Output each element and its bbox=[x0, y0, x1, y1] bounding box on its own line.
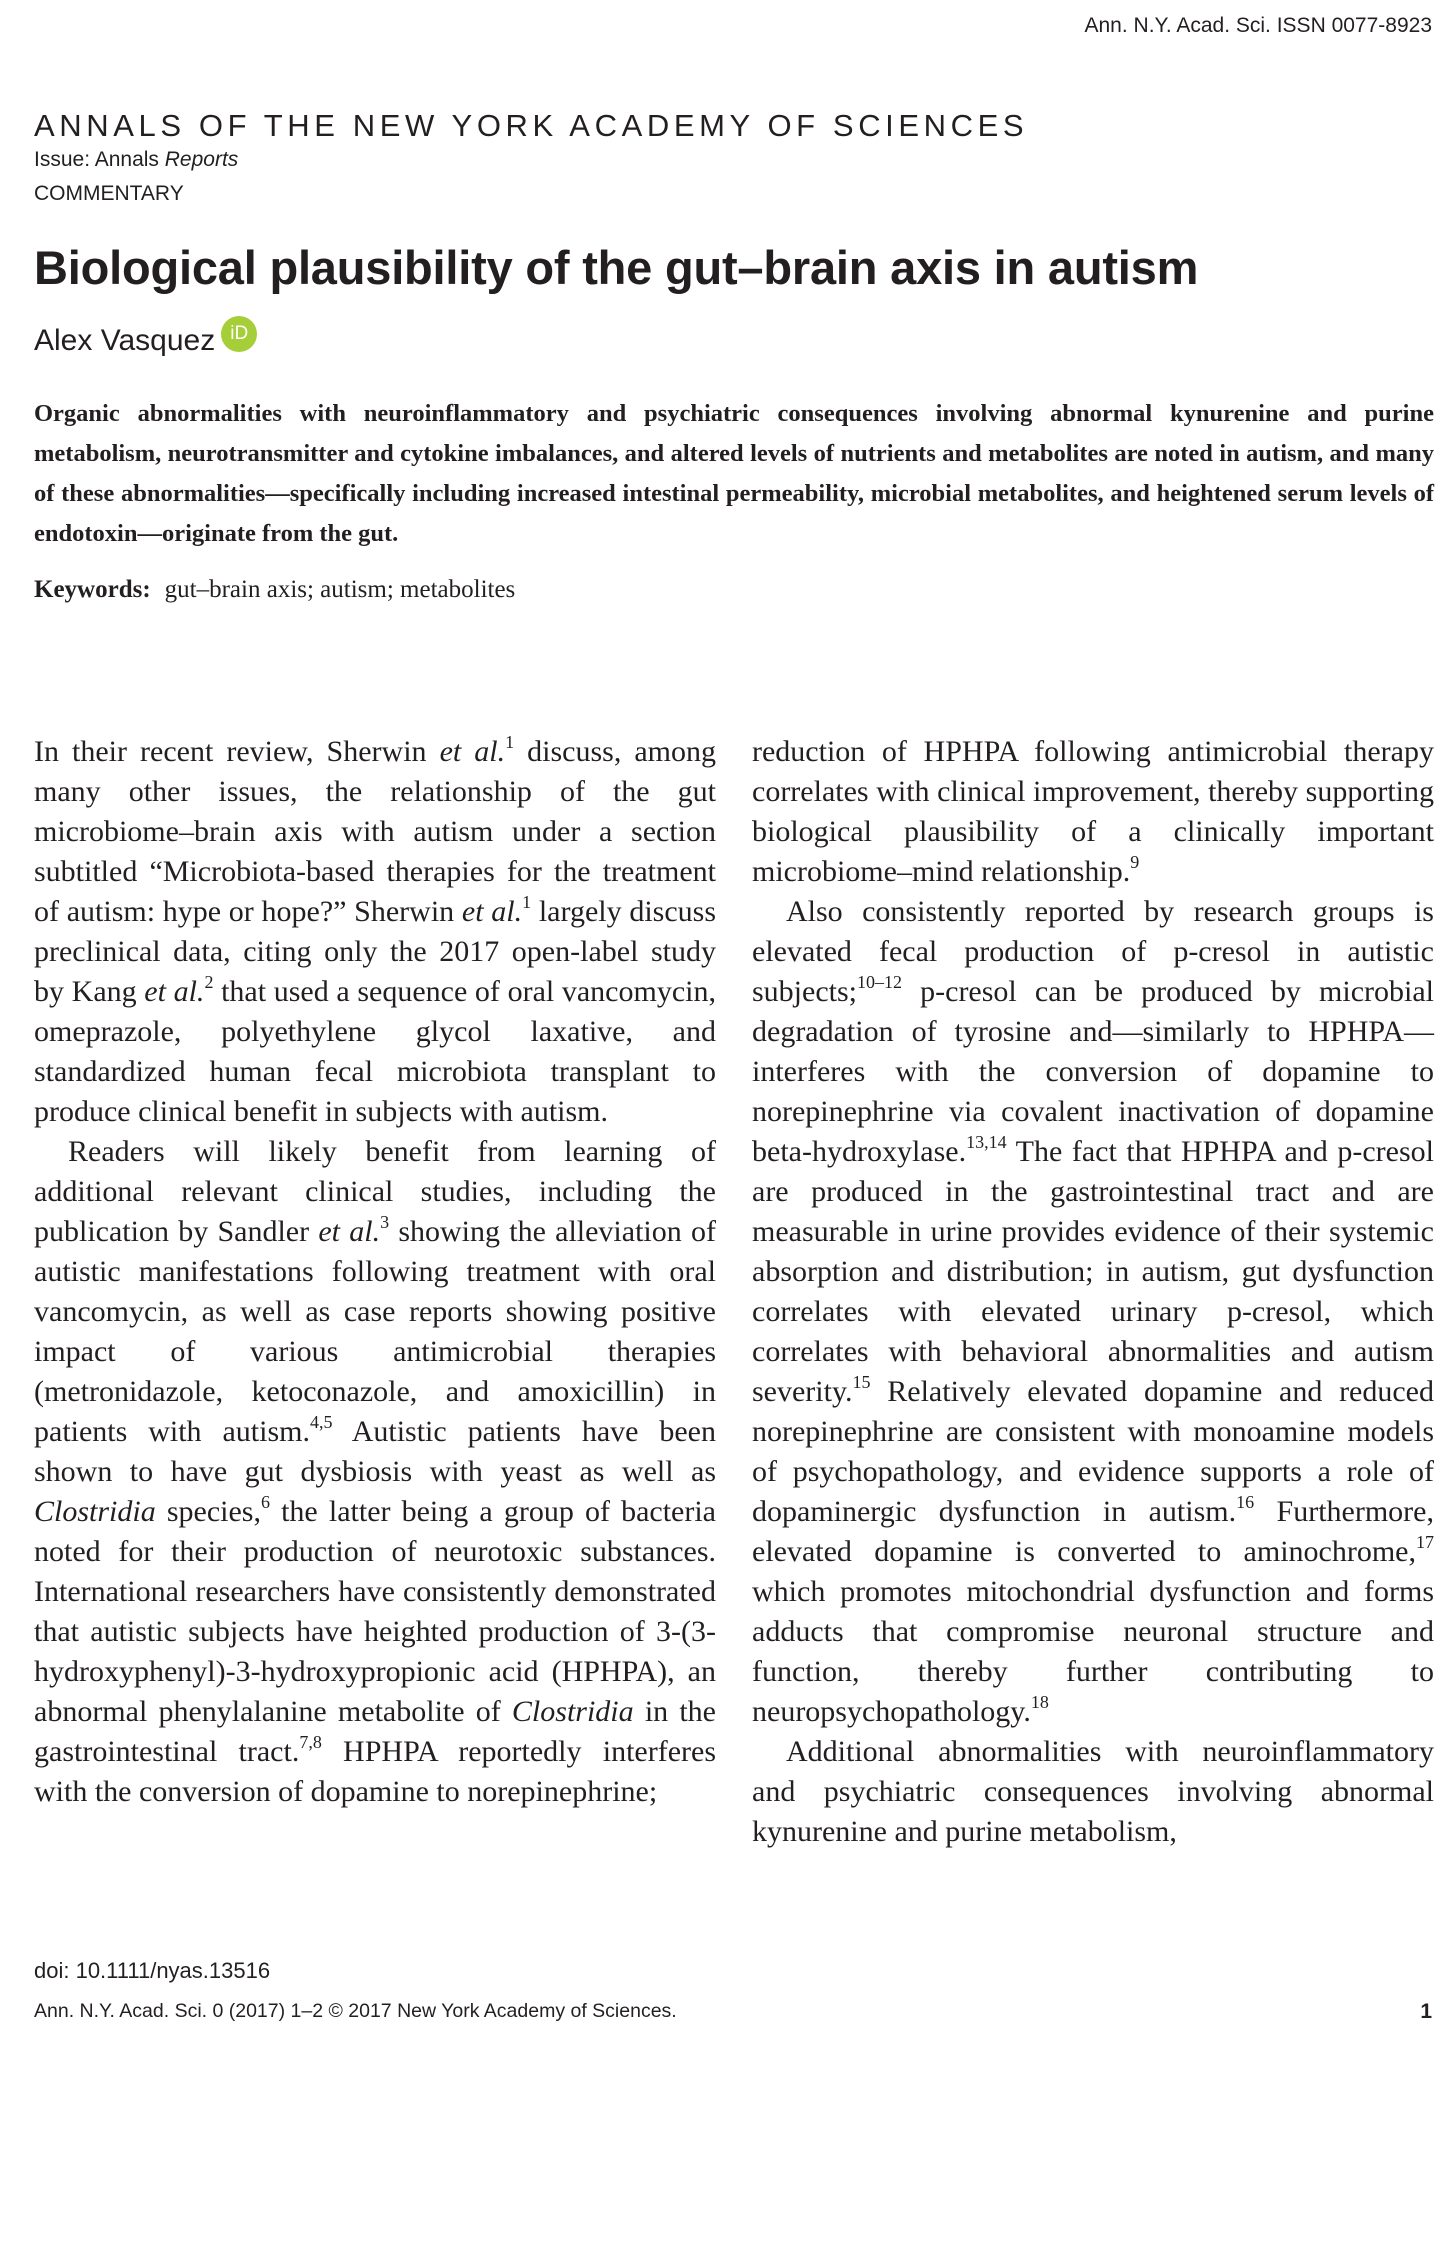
reference-marker: 17 bbox=[1416, 1532, 1434, 1553]
reference-marker: 3 bbox=[380, 1212, 390, 1233]
text-run: the latter being a group of bacteria noted for their production of neurotoxic substances. International researchers have consistently demonstrated that autistic subjects have heighted production of 3-(3-hydroxyphenyl)-3-hydroxypropionic acid (HPHPA), an abnormal phenylalanine metabolite of bbox=[34, 1495, 716, 1728]
text-run: Furthermore, elevated dopamine is converted to aminochrome, bbox=[752, 1495, 1434, 1568]
abstract: Organic abnormalities with neuroinflammatory and psychiatric consequences involving abnormal kynurenine and purine metabolism, neurotransmitter and cytokine imbalances, and altered levels of nutrients and metabolites are noted in autism, and many of these abnormalities—specifically including increased intestinal permeability, microbial metabolites, and heightened serum levels of endotoxin—originate from the gut. bbox=[34, 400, 1434, 547]
reference-marker: 18 bbox=[1030, 1692, 1049, 1713]
text-run: Relatively elevated dopamine and reduced norepinephrine are consistent with monoamine models of psychopathology, and evidence supports a role of dopaminergic dysfunction in autism. bbox=[752, 1375, 1434, 1528]
reference-marker: 2 bbox=[204, 972, 214, 993]
body-paragraph bbox=[34, 732, 716, 1132]
italic-run: et al. bbox=[461, 895, 523, 928]
body-column-left bbox=[34, 732, 716, 1812]
body-paragraph bbox=[752, 732, 1434, 892]
text-run: reduction of HPHPA following antimicrobial therapy correlates with clinical improvement, thereby supporting biological plausibility of a clinically important microbiome–mind relationship. bbox=[752, 735, 1434, 888]
body-paragraph: Additional abnormalities with neuroinflammatory and psychiatric consequences involving abnormal kynurenine and purine metabolism, bbox=[752, 1735, 1434, 1848]
reference-marker: 1 bbox=[522, 892, 532, 913]
journal-name: ANNALS OF THE NEW YORK ACADEMY OF SCIENCES bbox=[34, 108, 1029, 143]
body-column-right bbox=[752, 732, 1434, 1852]
text-run: that used a sequence of oral vancomycin, omeprazole, polyethylene glycol laxative, and standardized human fecal microbiota transplant to produce clinical benefit in subjects with autism. bbox=[34, 975, 716, 1128]
reference-marker: 15 bbox=[852, 1372, 871, 1393]
text-run: The fact that HPHPA and p-cresol are produced in the gastrointestinal tract and are measurable in urine provides evidence of their systemic absorption and distribution; in autism, gut dysfunction correlates with elevated urinary p-cresol, which correlates with behavioral abnormalities and autism severity. bbox=[752, 1135, 1434, 1408]
text-run: HPHPA reportedly interferes with the conversion of dopamine to norepinephrine; bbox=[34, 1735, 717, 1808]
text-run: discuss, among many other issues, the relationship of the gut microbiome–brain axis with autism under a section subtitled “Microbiota-based therapies for the treatment of autism: hype or hope?” Sherwin bbox=[34, 735, 717, 928]
orcid-icon[interactable]: iD bbox=[221, 316, 257, 352]
reference-marker: 6 bbox=[260, 1492, 270, 1513]
reference-marker: 7,8 bbox=[299, 1732, 322, 1753]
keywords-label: Keywords: bbox=[34, 576, 151, 603]
reference-marker: 4,5 bbox=[309, 1412, 333, 1433]
text-run: in the gastrointestinal tract. bbox=[34, 1695, 716, 1768]
footer-citation: Ann. N.Y. Acad. Sci. 0 (2017) 1–2 © 2017 New York Academy of Sciences. bbox=[34, 2000, 677, 2022]
issue-line bbox=[34, 148, 238, 172]
author-line bbox=[34, 324, 257, 358]
text-run: Autistic patients have been shown to have gut dysbiosis with yeast as well as bbox=[34, 1415, 716, 1488]
italic-run: et al. bbox=[439, 735, 506, 768]
keywords bbox=[34, 576, 515, 604]
reference-marker: 1 bbox=[505, 732, 515, 753]
italic-run: et al. bbox=[318, 1215, 381, 1248]
text-run: showing the alleviation of autistic manifestations following treatment with oral vancomycin, as well as case reports showing positive impact of various antimicrobial therapies (metronidazole, ketoconazole, and amoxicillin) in patients with autism. bbox=[34, 1215, 716, 1448]
reference-marker: 13,14 bbox=[966, 1132, 1007, 1153]
italic-run: Clostridia bbox=[34, 1495, 156, 1528]
text-run: Also consistently reported by research groups is elevated fecal production of p-cresol in autistic subjects; bbox=[752, 895, 1434, 1008]
issue-italic: Reports bbox=[164, 148, 239, 171]
text-run: species, bbox=[155, 1495, 261, 1528]
article-category: COMMENTARY bbox=[34, 182, 184, 205]
italic-run: et al. bbox=[144, 975, 205, 1008]
body-paragraph bbox=[34, 1132, 716, 1812]
reference-marker: 9 bbox=[1130, 852, 1140, 873]
italic-run: Clostridia bbox=[511, 1695, 634, 1728]
doi: doi: 10.1111/nyas.13516 bbox=[34, 1958, 271, 1983]
text-run: p-cresol can be produced by microbial degradation of tyrosine and—similarly to HPHPA—interferes with the conversion of dopamine to norepinephrine via covalent inactivation of dopamine beta-hydroxylase. bbox=[752, 975, 1434, 1168]
page-number: 1 bbox=[1420, 2000, 1432, 2023]
author-name: Alex Vasquez bbox=[34, 324, 216, 357]
text-run: Readers will likely benefit from learning of additional relevant clinical studies, including the publication by Sandler bbox=[34, 1135, 716, 1248]
text-run: In their recent review, Sherwin bbox=[34, 735, 440, 768]
text-run: which promotes mitochondrial dysfunction and forms adducts that compromise neuronal structure and function, thereby further contributing to neuropsychopathology. bbox=[752, 1575, 1434, 1728]
keywords-list: gut–brain axis; autism; metabolites bbox=[164, 576, 516, 603]
reference-marker: 10–12 bbox=[857, 972, 902, 993]
journal-issn: Ann. N.Y. Acad. Sci. ISSN 0077-8923 bbox=[1084, 14, 1432, 37]
reference-marker: 16 bbox=[1236, 1492, 1255, 1513]
article-title: Biological plausibility of the gut–brain axis in autism bbox=[34, 241, 1199, 294]
issue-prefix: Issue: Annals bbox=[34, 148, 165, 171]
body-paragraph bbox=[752, 892, 1434, 1732]
text-run: largely discuss preclinical data, citing only the 2017 open-label study by Kang bbox=[34, 895, 716, 1008]
